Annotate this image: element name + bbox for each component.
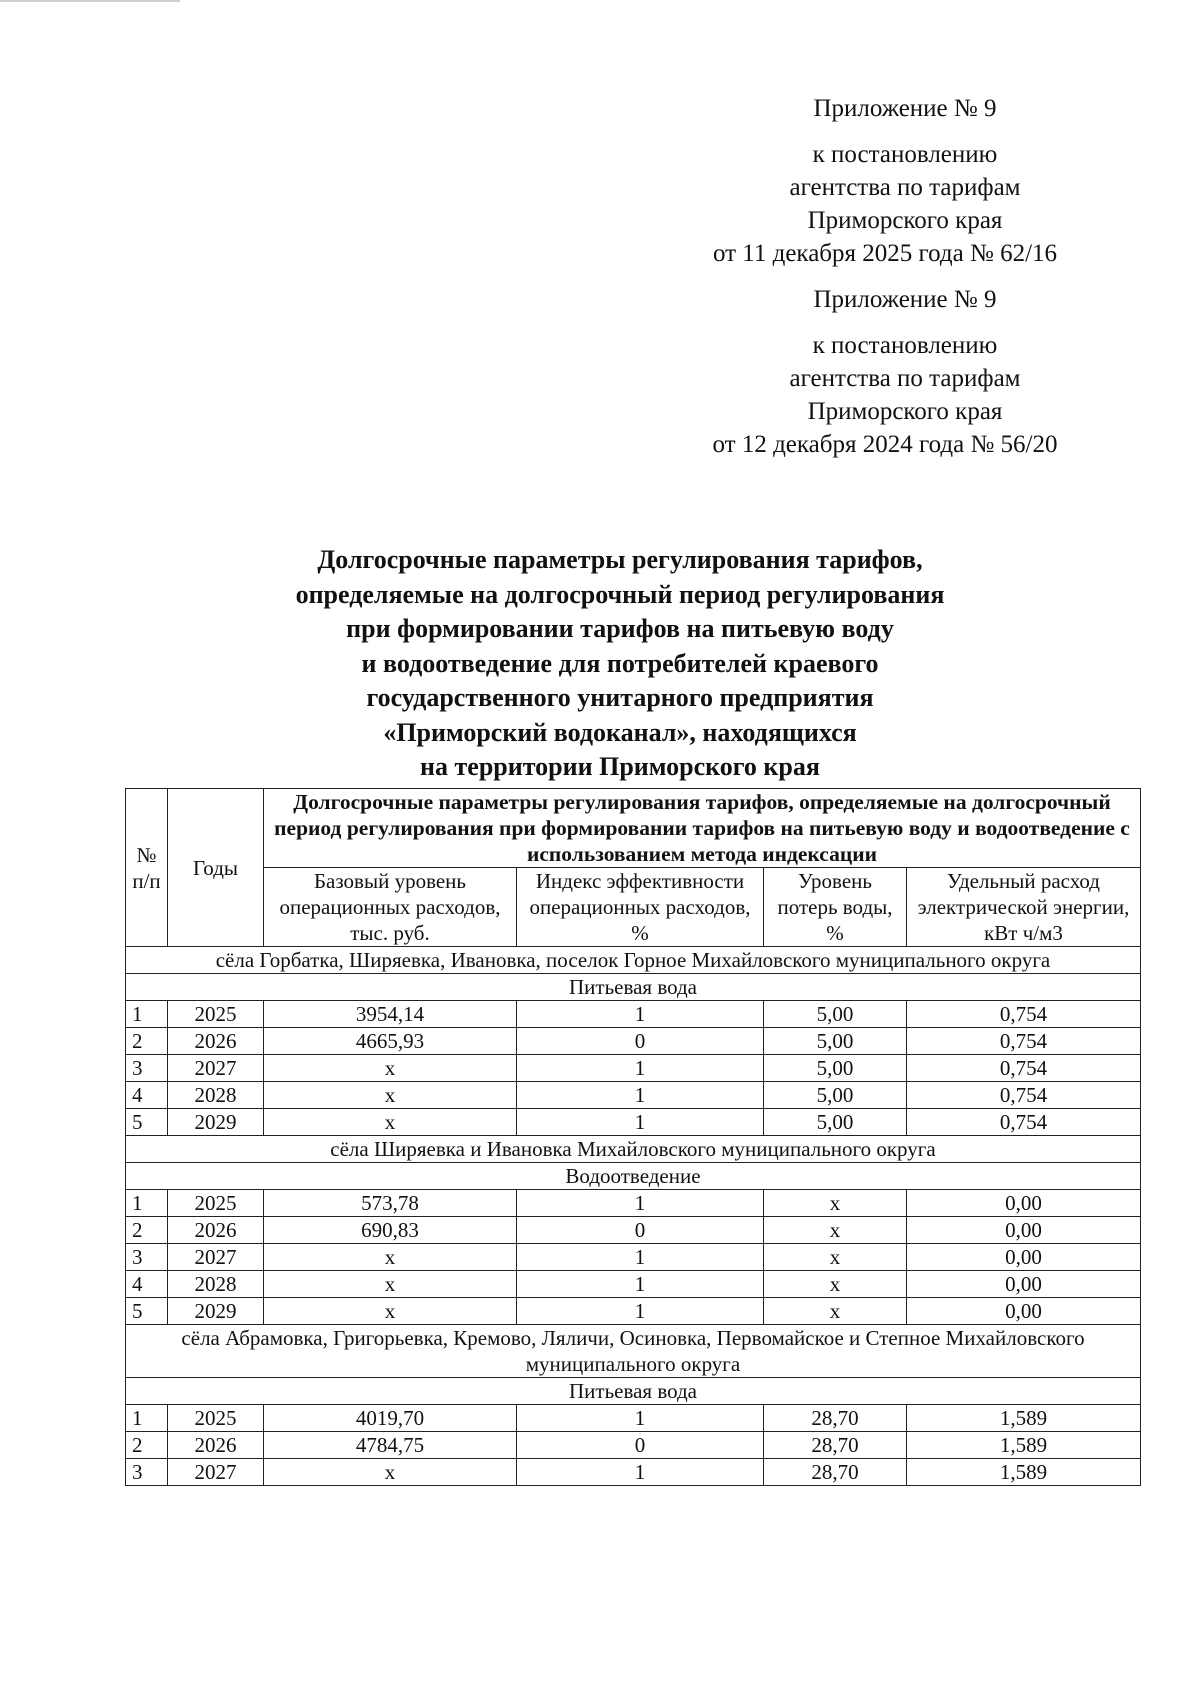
service-label: Водоотведение xyxy=(126,1163,1141,1190)
territory-label: сёла Абрамовка, Григорьевка, Кремово, Ляличи, Осиновка, Первомайское и Степное Михайловского муниципального округа xyxy=(126,1325,1141,1378)
cell-water-losses: х xyxy=(764,1244,907,1271)
table-row xyxy=(126,1244,1141,1271)
column-header-energy-consumption: Удельный расход электрической энергии, кВт ч/м3 xyxy=(907,868,1141,947)
cell-year: 2028 xyxy=(168,1271,264,1298)
cell-water-losses: 28,70 xyxy=(764,1432,907,1459)
cell-energy-consumption: 0,00 xyxy=(907,1217,1141,1244)
cell-year: 2027 xyxy=(168,1244,264,1271)
cell-efficiency-index: 1 xyxy=(517,1405,764,1432)
cell-water-losses: 28,70 xyxy=(764,1459,907,1486)
cell-energy-consumption: 0,754 xyxy=(907,1082,1141,1109)
cell-energy-consumption: 1,589 xyxy=(907,1405,1141,1432)
appendix-previous xyxy=(690,283,1120,461)
table-row xyxy=(126,1432,1141,1459)
cell-efficiency-index: 1 xyxy=(517,1459,764,1486)
title-line: «Приморский водоканал», находящихся xyxy=(383,717,857,747)
table-row xyxy=(126,1028,1141,1055)
cell-efficiency-index: 1 xyxy=(517,1001,764,1028)
cell-row-number: 5 xyxy=(126,1298,168,1325)
cell-water-losses: х xyxy=(764,1190,907,1217)
cell-water-losses: х xyxy=(764,1298,907,1325)
cell-efficiency-index: 0 xyxy=(517,1432,764,1459)
cell-water-losses: 5,00 xyxy=(764,1055,907,1082)
appendix-previous-line: к постановлению xyxy=(812,332,998,359)
title-line: определяемые на долгосрочный период регулирования xyxy=(295,579,945,609)
cell-water-losses: х xyxy=(764,1271,907,1298)
cell-base-opex: х xyxy=(264,1055,517,1082)
table-row xyxy=(126,1190,1141,1217)
cell-year: 2028 xyxy=(168,1082,264,1109)
cell-base-opex: 690,83 xyxy=(264,1217,517,1244)
main-header: Долгосрочные параметры регулирования тарифов, определяемые на долгосрочный период регулирования при формировании тарифов на питьевую воду и водоотведение с использованием метода индексации xyxy=(264,789,1141,868)
title-line: на территории Приморского края xyxy=(420,752,820,781)
cell-row-number: 2 xyxy=(126,1217,168,1244)
column-header-number: № п/п xyxy=(126,789,168,947)
cell-energy-consumption: 0,754 xyxy=(907,1001,1141,1028)
service-row xyxy=(126,974,1141,1001)
table-row xyxy=(126,1298,1141,1325)
appendix-previous-line: агентства по тарифам xyxy=(789,365,1021,392)
cell-year: 2025 xyxy=(168,1001,264,1028)
table-row xyxy=(126,1001,1141,1028)
cell-base-opex: х xyxy=(264,1298,517,1325)
cell-base-opex: х xyxy=(264,1244,517,1271)
cell-row-number: 2 xyxy=(126,1028,168,1055)
cell-water-losses: 5,00 xyxy=(764,1109,907,1136)
cell-water-losses: 5,00 xyxy=(764,1082,907,1109)
territory-row xyxy=(126,1136,1141,1163)
cell-energy-consumption: 0,00 xyxy=(907,1298,1141,1325)
cell-row-number: 3 xyxy=(126,1055,168,1082)
appendix-header xyxy=(690,92,1200,461)
scan-edge-line xyxy=(0,0,180,2)
appendix-current-line: к постановлению xyxy=(812,141,998,168)
appendix-previous-line: от 12 декабря 2024 года № 56/20 xyxy=(712,431,1058,458)
cell-efficiency-index: 1 xyxy=(517,1055,764,1082)
table-row xyxy=(126,1459,1141,1486)
cell-energy-consumption: 0,00 xyxy=(907,1190,1141,1217)
cell-energy-consumption: 0,00 xyxy=(907,1244,1141,1271)
table-row xyxy=(126,1405,1141,1432)
appendix-previous-title: Приложение № 9 xyxy=(813,286,997,313)
cell-base-opex: 3954,14 xyxy=(264,1001,517,1028)
cell-energy-consumption: 0,754 xyxy=(907,1055,1141,1082)
cell-energy-consumption: 0,754 xyxy=(907,1109,1141,1136)
cell-efficiency-index: 1 xyxy=(517,1082,764,1109)
column-header-base-opex: Базовый уровень операционных расходов, тыс. руб. xyxy=(264,868,517,947)
cell-energy-consumption: 0,754 xyxy=(907,1028,1141,1055)
cell-year: 2029 xyxy=(168,1109,264,1136)
appendix-current xyxy=(690,92,1120,270)
cell-base-opex: 4019,70 xyxy=(264,1405,517,1432)
cell-base-opex: х xyxy=(264,1082,517,1109)
appendix-current-line: агентства по тарифам xyxy=(789,174,1021,201)
cell-year: 2026 xyxy=(168,1028,264,1055)
service-row xyxy=(126,1163,1141,1190)
table-row xyxy=(126,1271,1141,1298)
service-row xyxy=(126,1378,1141,1405)
cell-row-number: 5 xyxy=(126,1109,168,1136)
cell-base-opex: х xyxy=(264,1459,517,1486)
cell-row-number: 3 xyxy=(126,1244,168,1271)
table-row xyxy=(126,1082,1141,1109)
title-line: государственного унитарного предприятия xyxy=(366,683,874,712)
cell-efficiency-index: 1 xyxy=(517,1109,764,1136)
table-body xyxy=(126,947,1141,1486)
parameters-table xyxy=(125,788,1141,1486)
cell-row-number: 1 xyxy=(126,1405,168,1432)
cell-energy-consumption: 1,589 xyxy=(907,1459,1141,1486)
territory-label: сёла Ширяевка и Ивановка Михайловского муниципального округа xyxy=(126,1136,1141,1163)
cell-water-losses: 5,00 xyxy=(764,1028,907,1055)
cell-base-opex: 573,78 xyxy=(264,1190,517,1217)
cell-efficiency-index: 1 xyxy=(517,1298,764,1325)
cell-row-number: 3 xyxy=(126,1459,168,1486)
cell-efficiency-index: 0 xyxy=(517,1028,764,1055)
cell-row-number: 2 xyxy=(126,1432,168,1459)
title-line: Долгосрочные параметры регулирования тарифов, xyxy=(317,545,923,574)
territory-label: сёла Горбатка, Ширяевка, Ивановка, поселок Горное Михайловского муниципального округа xyxy=(126,947,1141,974)
cell-year: 2026 xyxy=(168,1432,264,1459)
cell-year: 2025 xyxy=(168,1405,264,1432)
cell-row-number: 4 xyxy=(126,1082,168,1109)
cell-water-losses: 28,70 xyxy=(764,1405,907,1432)
appendix-current-line: Приморского края xyxy=(807,207,1003,234)
service-label: Питьевая вода xyxy=(126,1378,1141,1405)
column-header-years: Годы xyxy=(168,789,264,947)
table-row xyxy=(126,1055,1141,1082)
column-header-efficiency-index: Индекс эффективности операционных расходов, % xyxy=(517,868,764,947)
cell-year: 2025 xyxy=(168,1190,264,1217)
territory-row xyxy=(126,947,1141,974)
appendix-current-title: Приложение № 9 xyxy=(813,95,997,122)
title-line: и водоотведение для потребителей краевого xyxy=(361,648,879,678)
table-row xyxy=(126,1109,1141,1136)
cell-year: 2026 xyxy=(168,1217,264,1244)
cell-row-number: 1 xyxy=(126,1190,168,1217)
service-label: Питьевая вода xyxy=(126,974,1141,1001)
cell-year: 2027 xyxy=(168,1459,264,1486)
cell-energy-consumption: 1,589 xyxy=(907,1432,1141,1459)
cell-efficiency-index: 1 xyxy=(517,1271,764,1298)
cell-year: 2027 xyxy=(168,1055,264,1082)
cell-water-losses: 5,00 xyxy=(764,1001,907,1028)
cell-efficiency-index: 0 xyxy=(517,1217,764,1244)
cell-base-opex: х xyxy=(264,1109,517,1136)
cell-base-opex: 4784,75 xyxy=(264,1432,517,1459)
appendix-current-line: от 11 декабря 2025 года № 62/16 xyxy=(712,240,1058,267)
document-title xyxy=(200,543,1040,785)
cell-row-number: 4 xyxy=(126,1271,168,1298)
cell-efficiency-index: 1 xyxy=(517,1190,764,1217)
cell-base-opex: 4665,93 xyxy=(264,1028,517,1055)
title-line: при формировании тарифов на питьевую воду xyxy=(346,614,894,643)
table-row xyxy=(126,1217,1141,1244)
cell-base-opex: х xyxy=(264,1271,517,1298)
column-header-water-losses: Уровень потерь воды, % xyxy=(764,868,907,947)
cell-row-number: 1 xyxy=(126,1001,168,1028)
appendix-previous-line: Приморского края xyxy=(807,398,1003,425)
cell-year: 2029 xyxy=(168,1298,264,1325)
territory-row xyxy=(126,1325,1141,1378)
cell-water-losses: х xyxy=(764,1217,907,1244)
cell-energy-consumption: 0,00 xyxy=(907,1271,1141,1298)
cell-efficiency-index: 1 xyxy=(517,1244,764,1271)
